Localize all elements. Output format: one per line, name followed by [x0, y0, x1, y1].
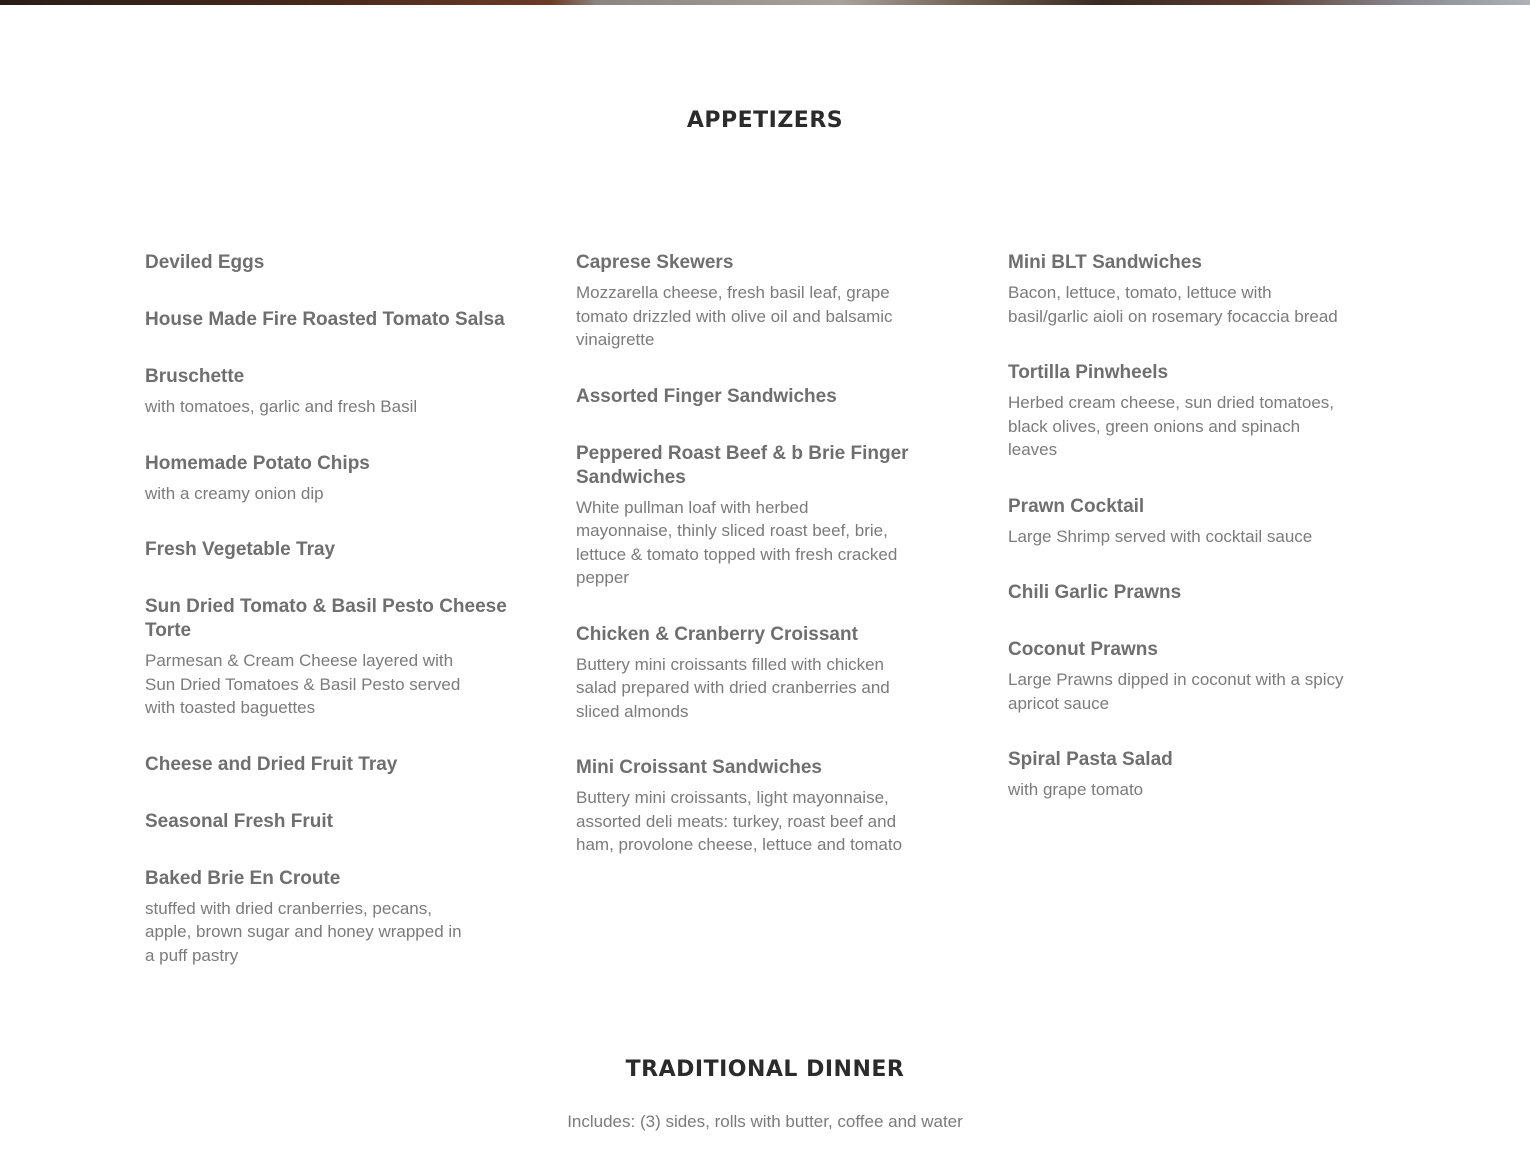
menu-item-description: stuffed with dried cranberries, pecans, apple, brown sugar and honey wrapped in a puff pastry [145, 898, 462, 965]
menu-item-name: Tortilla Pinwheels [1008, 362, 1169, 383]
menu-item-description: Large Prawns dipped in coconut with a spicy apricot sauce [1008, 670, 1344, 713]
menu-item [1008, 495, 1348, 549]
menu-item [1008, 638, 1348, 715]
menu-item [145, 251, 525, 275]
menu-item-description: Mozzarella cheese, fresh basil leaf, grape tomato drizzled with olive oil and balsamic vinaigrette [576, 283, 893, 349]
menu-item-description: with a creamy onion dip [145, 483, 324, 503]
menu-item [145, 753, 525, 777]
menu-item-description: Buttery mini croissants, light mayonnaise, assorted deli meats: turkey, roast beef and ham, provolone cheese, lettuce and tomato [576, 788, 903, 854]
menu-item [576, 385, 926, 409]
menu-item-description: White pullman loaf with herbed mayonnaise, thinly sliced roast beef, brie, lettuce & tomato topped with fresh cracked pepper [576, 497, 898, 587]
menu-item [145, 595, 525, 720]
menu-item [145, 810, 525, 834]
menu-item-description: with grape tomato [1008, 780, 1144, 799]
appetizers-heading: APPETIZERS [686, 108, 844, 133]
menu-item-name: Seasonal Fresh Fruit [145, 810, 333, 832]
hero-image-strip [0, 0, 1530, 5]
menu-item-name: Caprese Skewers [576, 252, 734, 273]
menu-item-name: Fresh Vegetable Tray [145, 539, 336, 560]
menu-item [145, 308, 525, 332]
menu-item-name: Mini BLT Sandwiches [1008, 252, 1202, 273]
menu-item [576, 756, 926, 857]
menu-item-name: Bruschette [145, 366, 245, 387]
menu-item-name: Peppered Roast Beef & b Brie Finger Sandwiches [576, 442, 909, 488]
menu-item [1008, 581, 1348, 605]
menu-item-description: with tomatoes, garlic and fresh Basil [145, 397, 418, 416]
menu-item-description: Buttery mini croissants filled with chicken salad prepared with dried cranberries and sliced almonds [576, 654, 890, 721]
menu-item-name: Assorted Finger Sandwiches [576, 385, 837, 407]
menu-item-name: Sun Dried Tomato & Basil Pesto Cheese Torte [145, 596, 507, 641]
menu-item [576, 442, 926, 590]
menu-item-name: House Made Fire Roasted Tomato Salsa [145, 309, 505, 330]
menu-item-description: Parmesan & Cream Cheese layered with Sun Dried Tomatoes & Basil Pesto served with toasted baguettes [145, 651, 461, 717]
menu-item-name: Prawn Cocktail [1008, 495, 1145, 517]
menu-item [576, 623, 926, 724]
menu-item-name: Spiral Pasta Salad [1008, 749, 1173, 770]
menu-item-name: Deviled Eggs [145, 252, 265, 273]
menu-column-2 [576, 251, 926, 890]
traditional-dinner-heading: TRADITIONAL DINNER [625, 1057, 905, 1082]
menu-column-3 [1008, 251, 1348, 835]
menu-column-1 [145, 251, 525, 1000]
menu-item [1008, 748, 1348, 802]
menu-item [1008, 361, 1348, 462]
menu-item [576, 251, 926, 352]
menu-item-description: Bacon, lettuce, tomato, lettuce with basil/garlic aioli on rosemary focaccia bread [1008, 283, 1338, 326]
menu-item [145, 867, 525, 968]
menu-item-description: Large Shrimp served with cocktail sauce [1008, 526, 1313, 546]
menu-item-name: Cheese and Dried Fruit Tray [145, 753, 398, 775]
menu-item-name: Coconut Prawns [1008, 639, 1158, 660]
menu-item [1008, 251, 1348, 328]
menu-item [145, 452, 525, 506]
menu-item [145, 538, 525, 562]
menu-item-name: Chicken & Cranberry Croissant [576, 623, 858, 645]
menu-item-name: Baked Brie En Croute [145, 867, 341, 889]
menu-item-name: Homemade Potato Chips [145, 452, 370, 474]
menu-item-name: Chili Garlic Prawns [1008, 582, 1182, 603]
menu-item-name: Mini Croissant Sandwiches [576, 757, 822, 778]
menu-item-description: Herbed cream cheese, sun dried tomatoes, black olives, green onions and spinach leaves [1008, 393, 1335, 459]
menu-item [145, 365, 525, 419]
dinner-includes-text: Includes: (3) sides, rolls with butter, coffee and water [567, 1112, 963, 1131]
